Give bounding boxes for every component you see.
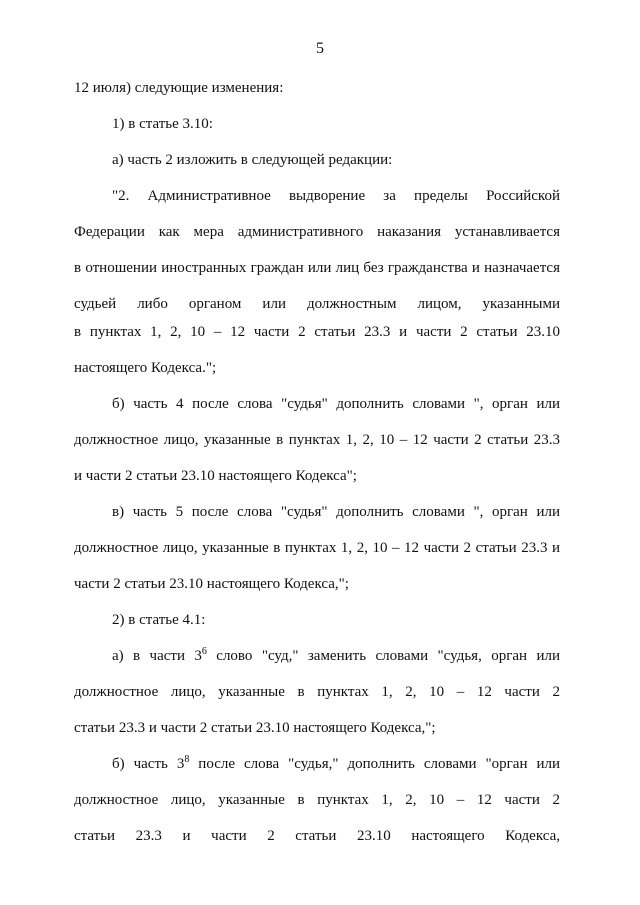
quote-line: в пунктах 1, 2, 10 – 12 части 2 статьи 23.3 и части 2 статьи 23.10 xyxy=(74,324,560,340)
subitem-line: статьи 23.3 и части 2 статьи 23.10 настоящего Кодекса, xyxy=(74,828,560,844)
text-fragment: б) часть 3 xyxy=(112,756,185,772)
subitem-line: и части 2 статьи 23.10 настоящего Кодекса"; xyxy=(74,468,357,484)
subitem-line: части 2 статьи 23.10 настоящего Кодекса,"; xyxy=(74,576,349,592)
text-fragment: а) в части 3 xyxy=(112,648,202,664)
document-body xyxy=(74,74,560,850)
quote-line: "2. Административное выдворение за пределы Российской xyxy=(112,188,560,204)
subitem-line: в) часть 5 после слова "судья" дополнить словами ", орган или xyxy=(112,504,560,520)
subitem-line xyxy=(74,642,560,670)
text-fragment: слово "суд," заменить словами "судья, орган или xyxy=(206,648,560,664)
text-line: 12 июля) следующие изменения: xyxy=(74,80,284,96)
subitem-line: должностное лицо, указанные в пунктах 1, 2, 10 – 12 части 2 статьи 23.3 и xyxy=(74,540,560,556)
subitem-heading: а) часть 2 изложить в следующей редакции: xyxy=(112,152,393,168)
subitem-line: статьи 23.3 и части 2 статьи 23.10 настоящего Кодекса,"; xyxy=(74,720,436,736)
superscript: 8 xyxy=(184,754,190,765)
item-heading: 1) в статье 3.10: xyxy=(112,116,213,132)
item-heading: 2) в статье 4.1: xyxy=(112,612,206,628)
superscript: 6 xyxy=(201,646,207,657)
subitem-line: должностное лицо, указанные в пунктах 1, 2, 10 – 12 части 2 статьи 23.3 xyxy=(74,432,560,448)
text-fragment: после слова "судья," дополнить словами "орган или xyxy=(189,756,560,772)
page-number: 5 xyxy=(316,40,324,57)
subitem-line: должностное лицо, указанные в пунктах 1, 2, 10 – 12 части 2 xyxy=(74,684,560,700)
subitem-line: должностное лицо, указанные в пунктах 1, 2, 10 – 12 части 2 xyxy=(74,792,560,808)
subitem-line: б) часть 4 после слова "судья" дополнить словами ", орган или xyxy=(112,396,560,412)
quote-line: настоящего Кодекса."; xyxy=(74,360,217,376)
subitem-line xyxy=(74,750,560,778)
quote-line: Федерации как мера административного наказания устанавливается xyxy=(74,224,560,240)
quote-line: в отношении иностранных граждан или лиц без гражданства и назначается xyxy=(74,260,560,276)
quote-line: судьей либо органом или должностным лицом, указанными xyxy=(74,296,560,312)
